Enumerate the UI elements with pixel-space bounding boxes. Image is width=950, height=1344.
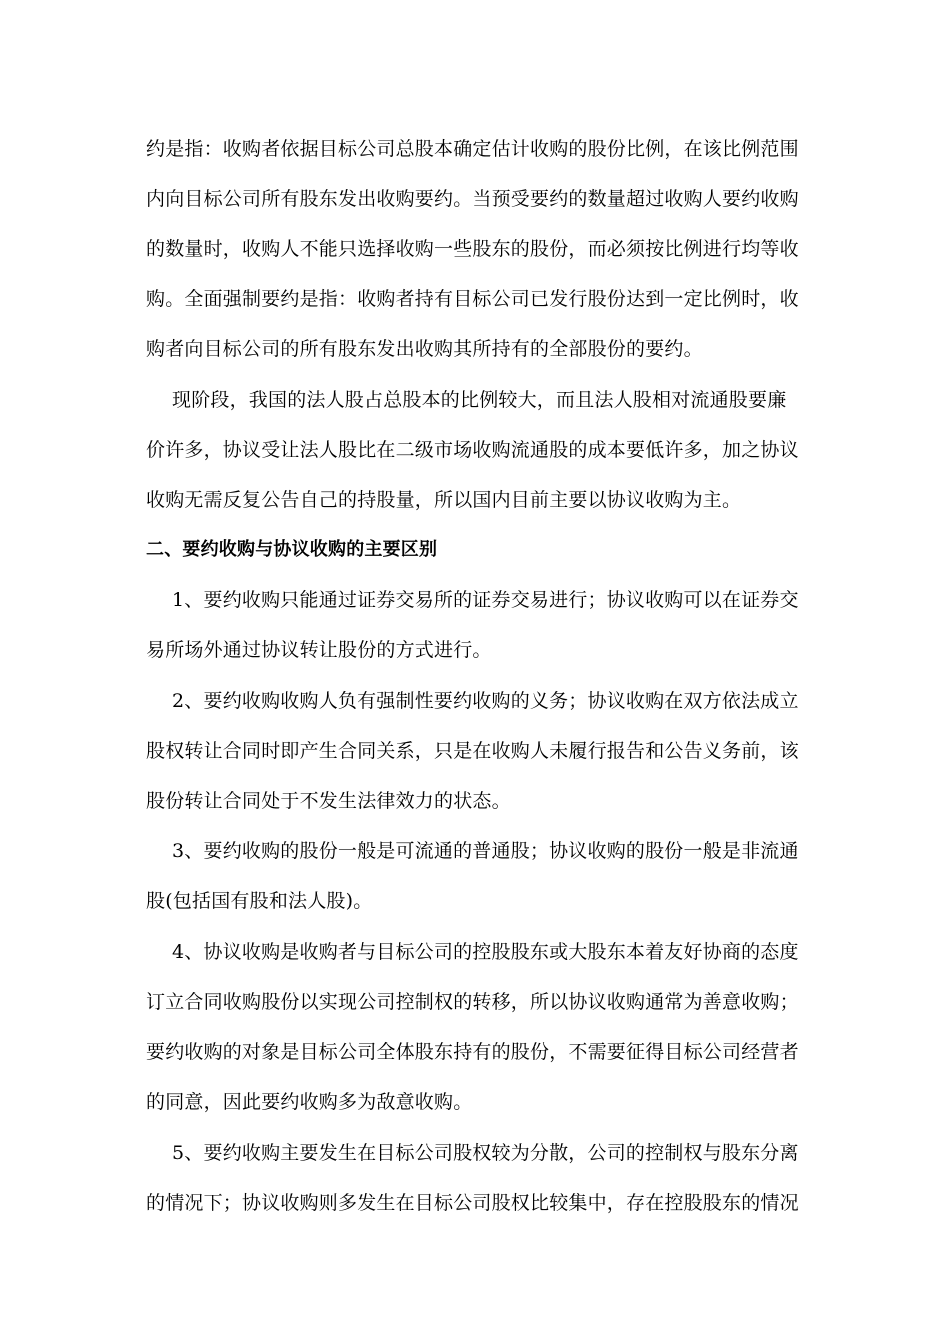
item-4-line-4: 的同意，因此要约收购多为敌意收购。 — [146, 1091, 473, 1113]
item-2-line-1: 2、要约收购收购人负有强制性要约收购的义务；协议收购在双方依法成立 — [172, 690, 799, 712]
paragraph-1-line-3: 的数量时，收购人不能只选择收购一些股东的股份，而必须按比例进行均等收 — [146, 238, 799, 260]
paragraph-1-line-2: 内向目标公司所有股东发出收购要约。当预受要约的数量超过收购人要约收购 — [146, 188, 799, 210]
item-1-line-1: 1、要约收购只能通过证券交易所的证券交易进行；协议收购可以在证券交 — [172, 589, 799, 611]
paragraph-2-line-3: 收购无需反复公告自己的持股量，所以国内目前主要以协议收购为主。 — [146, 489, 742, 511]
paragraph-1-line-5: 购者向目标公司的所有股东发出收购其所持有的全部股份的要约。 — [146, 338, 703, 360]
paragraph-2-line-2: 价许多，协议受让法人股比在二级市场收购流通股的成本要低许多，加之协议 — [146, 439, 799, 461]
item-4-line-3: 要约收购的对象是目标公司全体股东持有的股份，不需要征得目标公司经营者 — [146, 1041, 799, 1063]
item-2-line-2: 股权转让合同时即产生合同关系，只是在收购人未履行报告和公告义务前，该 — [146, 740, 799, 762]
paragraph-1-line-1: 约是指：收购者依据目标公司总股本确定估计收购的股份比例，在该比例范围 — [146, 138, 799, 160]
item-3-line-1: 3、要约收购的股份一般是可流通的普通股；协议收购的股份一般是非流通 — [172, 840, 799, 862]
item-4-line-2: 订立合同收购股份以实现公司控制权的转移，所以协议收购通常为善意收购； — [146, 991, 799, 1013]
item-3-line-2: 股(包括国有股和法人股)。 — [146, 890, 373, 912]
item-2-line-3: 股份转让合同处于不发生法律效力的状态。 — [146, 790, 511, 812]
item-5-line-1: 5、要约收购主要发生在目标公司股权较为分散，公司的控制权与股东分离 — [172, 1142, 799, 1164]
paragraph-2-line-1: 现阶段，我国的法人股占总股本的比例较大，而且法人股相对流通股要廉 — [172, 389, 787, 411]
item-1-line-2: 易所场外通过协议转让股份的方式进行。 — [146, 639, 492, 661]
item-4-line-1: 4、协议收购是收购者与目标公司的控股股东或大股东本着友好协商的态度 — [172, 941, 799, 963]
paragraph-1-line-4: 购。全面强制要约是指：收购者持有目标公司已发行股份达到一定比例时，收 — [146, 288, 799, 310]
item-5-line-2: 的情况下；协议收购则多发生在目标公司股权比较集中，存在控股股东的情况 — [146, 1192, 799, 1214]
section-heading: 二、要约收购与协议收购的主要区别 — [146, 539, 438, 560]
